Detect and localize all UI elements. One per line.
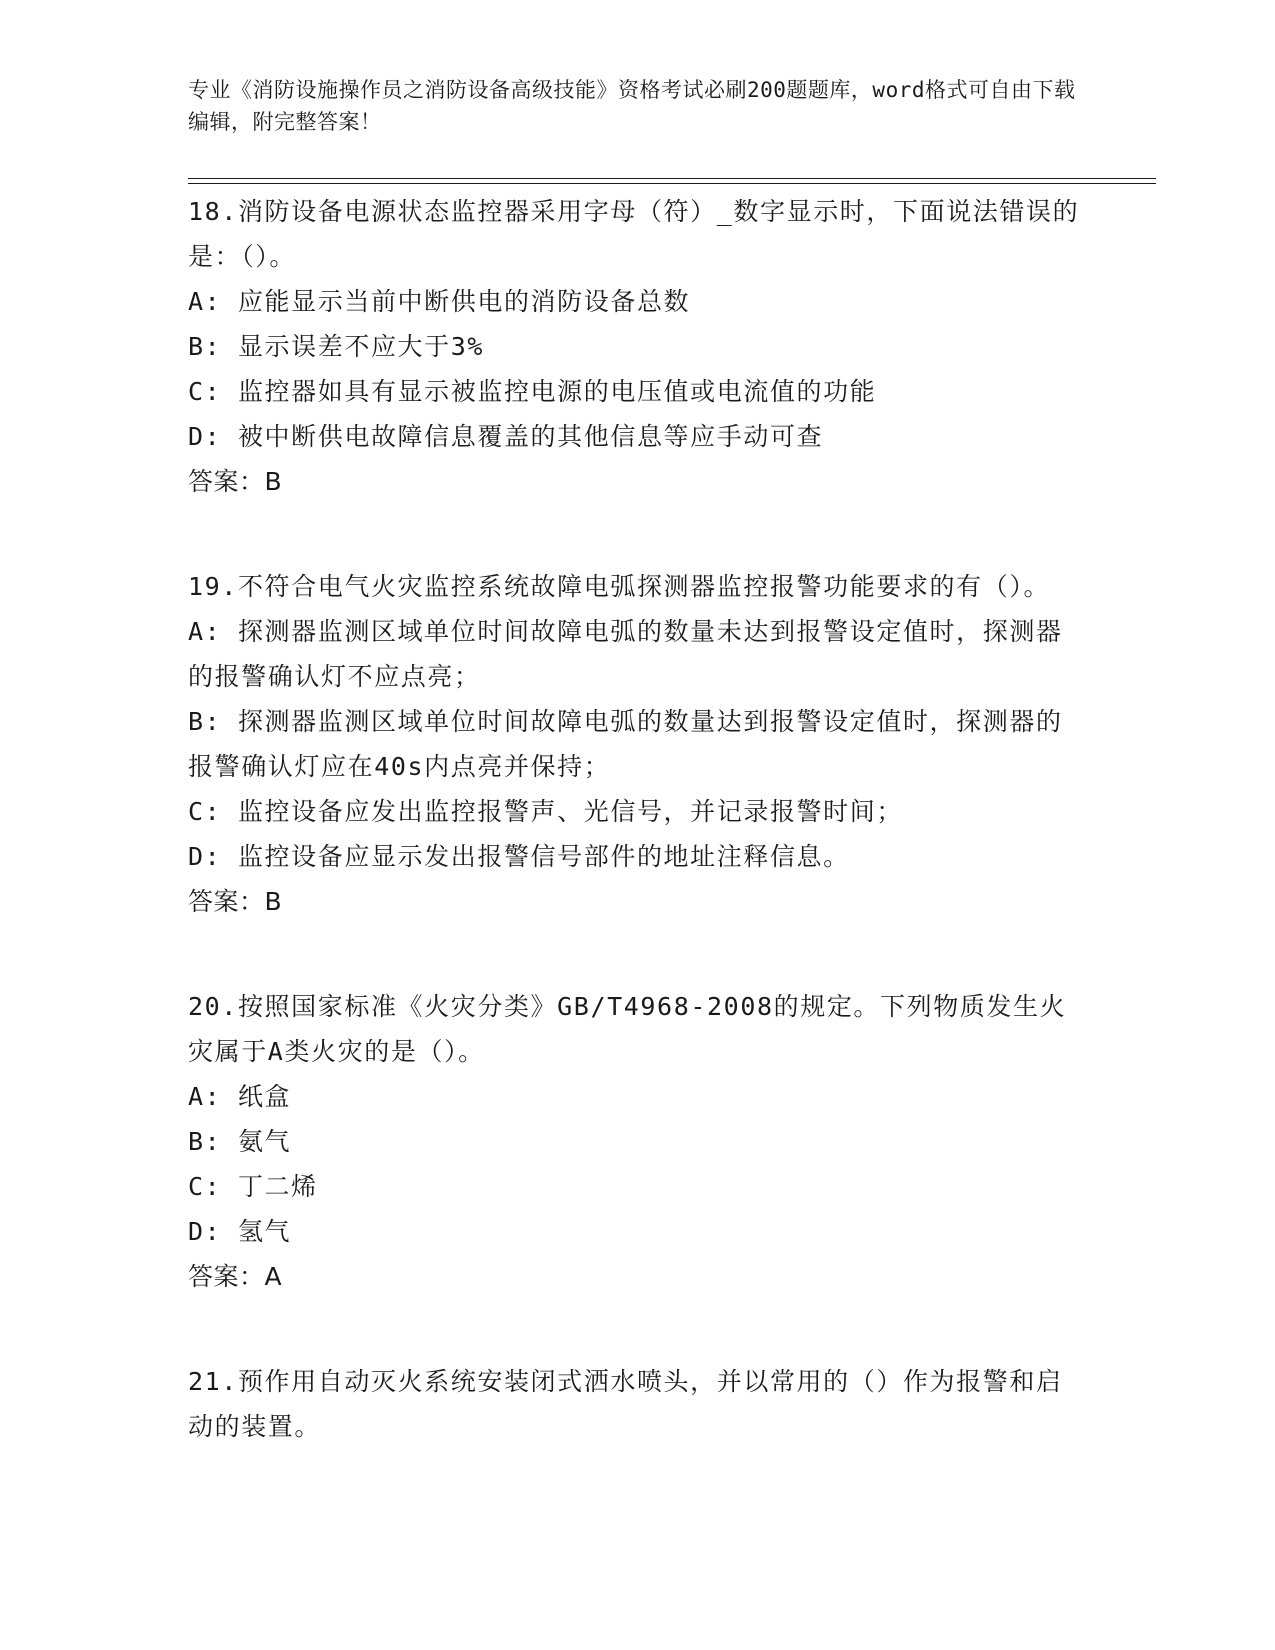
option-a: A: 探测器监测区域单位时间故障电弧的数量未达到报警设定值时，探测器的报警确认灯不应点亮； (188, 617, 1063, 691)
header-rule-bottom (188, 183, 1156, 184)
option-a: A: 纸盒 (188, 1082, 292, 1111)
option-c: C: 丁二烯 (188, 1172, 318, 1201)
question-stem: 20.按照国家标准《火灾分类》GB/T4968-2008的规定。下列物质发生火灾属于A类火灾的是（）。 (188, 992, 1067, 1066)
question-20 (188, 984, 1088, 1299)
answer: 答案：B (188, 887, 283, 916)
question-21 (188, 1359, 1088, 1449)
question-list (188, 189, 1088, 1509)
option-b: B: 探测器监测区域单位时间故障电弧的数量达到报警设定值时，探测器的报警确认灯应在40s内点亮并保持； (188, 707, 1063, 781)
option-b: B: 氨气 (188, 1127, 292, 1156)
option-a: A: 应能显示当前中断供电的消防设备总数 (188, 287, 691, 316)
option-b: B: 显示误差不应大于3% (188, 332, 485, 361)
option-d: D: 被中断供电故障信息覆盖的其他信息等应手动可查 (188, 422, 824, 451)
answer: 答案：A (188, 1262, 283, 1291)
question-19 (188, 564, 1088, 924)
option-d: D: 监控设备应显示发出报警信号部件的地址注释信息。 (188, 842, 850, 871)
header-rule-top (188, 178, 1156, 179)
question-stem: 18.消防设备电源状态监控器采用字母（符）_数字显示时，下面说法错误的是：（）。 (188, 197, 1080, 271)
question-18 (188, 189, 1088, 504)
option-d: D: 氢气 (188, 1217, 292, 1246)
option-c: C: 监控器如具有显示被监控电源的电压值或电流值的功能 (188, 377, 877, 406)
answer: 答案：B (188, 467, 283, 496)
option-c: C: 监控设备应发出监控报警声、光信号，并记录报警时间； (188, 797, 903, 826)
document-header: 专业《消防设施操作员之消防设备高级技能》资格考试必刷200题题库，word格式可自由下载编辑，附完整答案！ (188, 78, 1076, 134)
question-stem: 19.不符合电气火灾监控系统故障电弧探测器监控报警功能要求的有（）。 (188, 572, 1051, 601)
question-stem: 21.预作用自动灭火系统安装闭式洒水喷头，并以常用的（）作为报警和启动的装置。 (188, 1367, 1063, 1441)
